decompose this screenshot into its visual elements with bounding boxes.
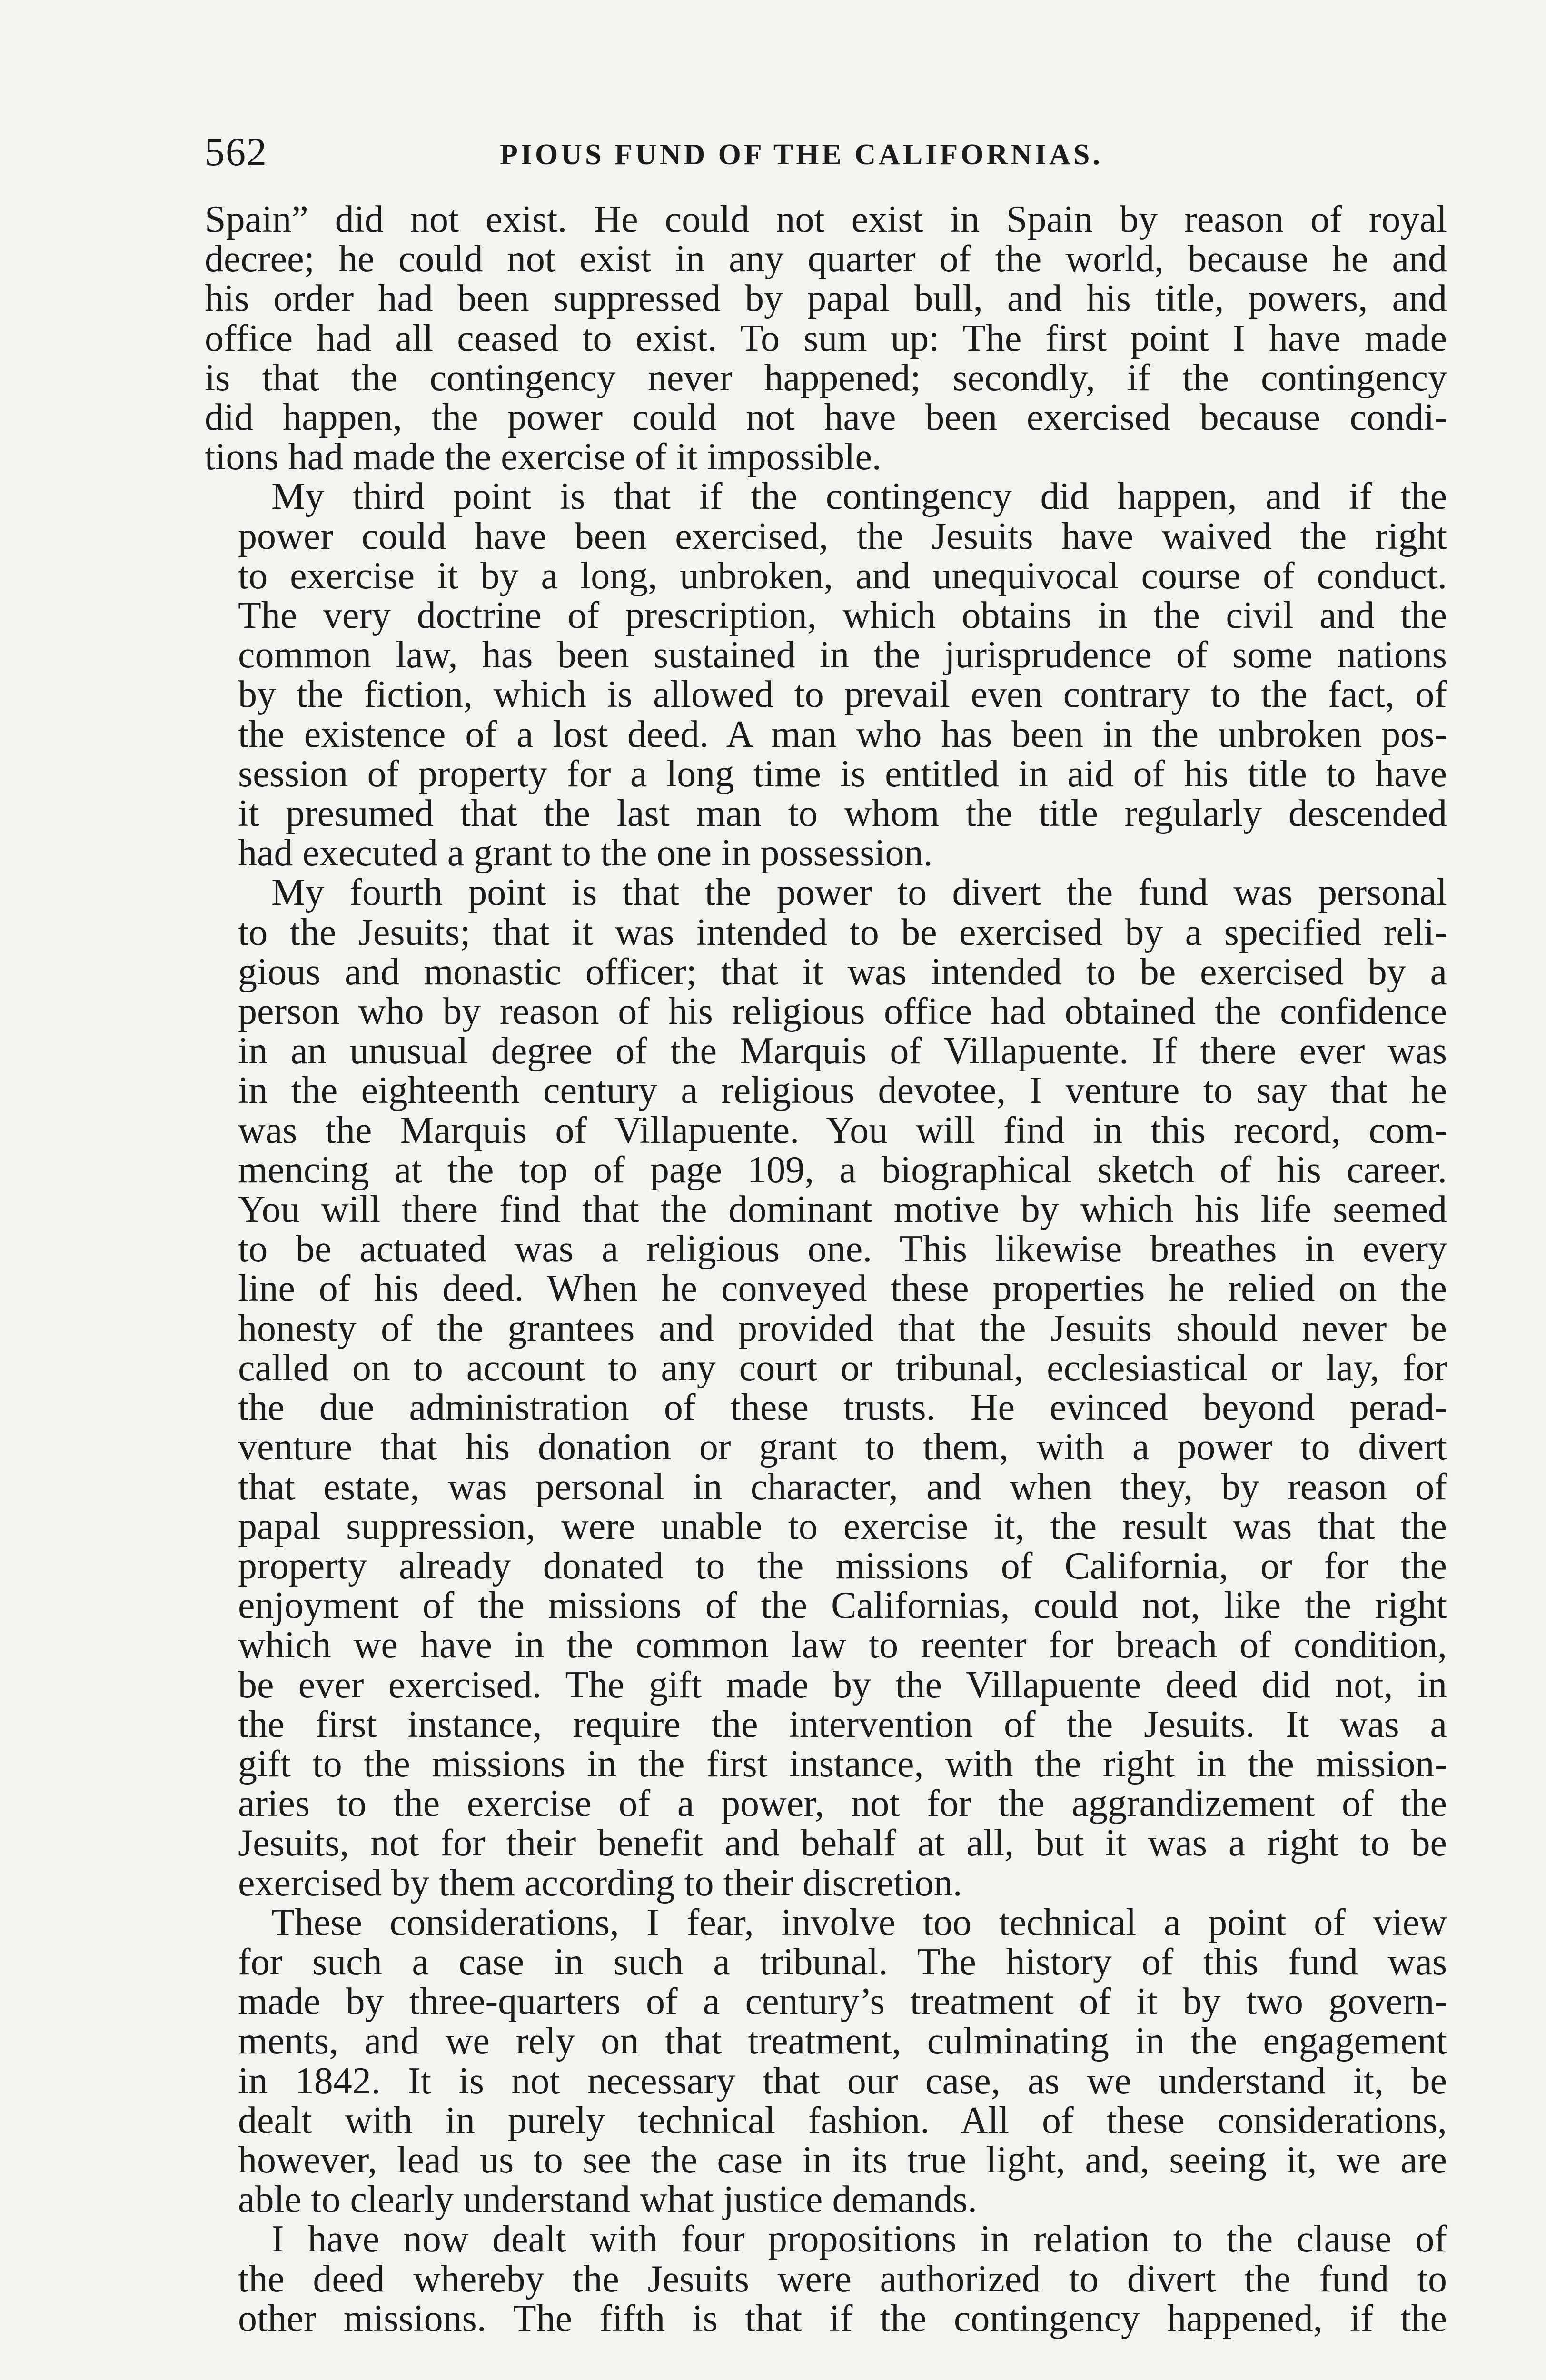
text-line: These considerations, I fear, involve too technical a point of view (271, 1901, 1447, 1944)
text-line: the deed whereby the Jesuits were authorized to divert the fund to (238, 2258, 1447, 2300)
text-line: had executed a grant to the one in possession. (238, 832, 933, 874)
text-line: that estate, was personal in character, and when they, by reason of (238, 1466, 1447, 1508)
paragraph-4 (205, 1903, 1447, 2220)
text-line: I have now dealt with four propositions in relation to the clause of (271, 2218, 1447, 2261)
text-line: which we have in the common law to reenter for breach of condition, (238, 1624, 1447, 1666)
text-line: enjoyment of the missions of the Californias, could not, like the right (238, 1585, 1447, 1627)
paragraph-2 (205, 477, 1447, 873)
text-line: You will there find that the dominant motive by which his life seemed (238, 1189, 1447, 1231)
text-line: Spain” did not exist. He could not exist in Spain by reason of royal (205, 198, 1447, 240)
body-text (205, 200, 1447, 2339)
paragraph-5 (205, 2220, 1447, 2339)
text-line: common law, has been sustained in the jurisprudence of some nations (238, 634, 1447, 676)
text-line: exercised by them according to their discretion. (238, 1862, 962, 1904)
text-line: the due administration of these trusts. He evinced beyond perad- (238, 1387, 1447, 1429)
running-title: PIOUS FUND OF THE CALIFORNIAS. (500, 139, 1103, 171)
text-line: gift to the missions in the first instance, with the right in the mission- (238, 1743, 1447, 1785)
text-line: office had all ceased to exist. To sum up: The first point I have made (205, 317, 1447, 359)
text-line: called on to account to any court or tribunal, ecclesiastical or lay, for (238, 1347, 1447, 1389)
text-line: dealt with in purely technical fashion. All of these considerations, (238, 2099, 1447, 2142)
text-line: person who by reason of his religious office had obtained the confidence (238, 991, 1447, 1033)
paragraph-3 (205, 873, 1447, 1903)
text-line: property already donated to the missions of California, or for the (238, 1545, 1447, 1587)
text-line: My third point is that if the contingency did happen, and if the (271, 476, 1447, 518)
text-line: aries to the exercise of a power, not for the aggrandizement of the (238, 1783, 1447, 1825)
text-line: it presumed that the last man to whom the title regularly descended (238, 793, 1447, 835)
text-line: honesty of the grantees and provided that the Jesuits should never be (238, 1307, 1447, 1349)
text-line: line of his deed. When he conveyed these properties he relied on the (238, 1268, 1447, 1310)
text-line: papal suppression, were unable to exercise it, the result was that the (238, 1505, 1447, 1547)
text-line: the existence of a lost deed. A man who has been in the unbroken pos- (238, 713, 1447, 755)
text-line: venture that his donation or grant to them, with a power to divert (238, 1426, 1447, 1468)
text-line: mencing at the top of page 109, a biographical sketch of his career. (238, 1149, 1447, 1191)
text-line: was the Marquis of Villapuente. You will find in this record, com- (238, 1109, 1447, 1151)
text-line: for such a case in such a tribunal. The history of this fund was (238, 1941, 1447, 1983)
text-line: to the Jesuits; that it was intended to be exercised by a specified reli- (238, 911, 1447, 953)
text-line: is that the contingency never happened; secondly, if the contingency (205, 357, 1447, 399)
text-line: The very doctrine of prescription, which obtains in the civil and the (238, 595, 1447, 637)
text-line: did happen, the power could not have been exercised because condi- (205, 397, 1447, 439)
text-line: the first instance, require the intervention of the Jesuits. It was a (238, 1703, 1447, 1745)
text-line: in the eighteenth century a religious devotee, I venture to say that he (238, 1070, 1447, 1112)
text-line: Jesuits, not for their benefit and behalf at all, but it was a right to be (238, 1822, 1447, 1864)
text-line: in an unusual degree of the Marquis of Villapuente. If there ever was (238, 1030, 1447, 1072)
text-line: be ever exercised. The gift made by the Villapuente deed did not, in (238, 1664, 1447, 1706)
page-header (205, 126, 1433, 178)
page-number: 562 (205, 130, 268, 174)
text-line: in 1842. It is not necessary that our case, as we understand it, be (238, 2060, 1447, 2102)
text-line: to be actuated was a religious one. This likewise breathes in every (238, 1228, 1447, 1270)
text-line: My fourth point is that the power to divert the fund was personal (271, 872, 1447, 914)
text-line: other missions. The fifth is that if the contingency happened, if the (238, 2297, 1447, 2340)
text-line: by the fiction, which is allowed to prevail even contrary to the fact, of (238, 674, 1447, 716)
text-line: gious and monastic officer; that it was intended to be exercised by a (238, 951, 1447, 993)
text-line: decree; he could not exist in any quarter of the world, because he and (205, 238, 1447, 280)
text-line: session of property for a long time is entitled in aid of his title to have (238, 753, 1447, 795)
text-line: his order had been suppressed by papal bull, and his title, powers, and (205, 278, 1447, 320)
text-line: however, lead us to see the case in its true light, and, seeing it, we are (238, 2139, 1447, 2181)
text-line: tions had made the exercise of it impossible. (205, 436, 882, 478)
text-line: power could have been exercised, the Jesuits have waived the right (238, 515, 1447, 557)
text-line: ments, and we rely on that treatment, culminating in the engagement (238, 2020, 1447, 2063)
text-line: able to clearly understand what justice demands. (238, 2179, 977, 2221)
text-line: to exercise it by a long, unbroken, and unequivocal course of conduct. (238, 555, 1447, 597)
paragraph-1 (205, 200, 1447, 477)
text-line: made by three-quarters of a century’s treatment of it by two govern- (238, 1981, 1447, 2023)
